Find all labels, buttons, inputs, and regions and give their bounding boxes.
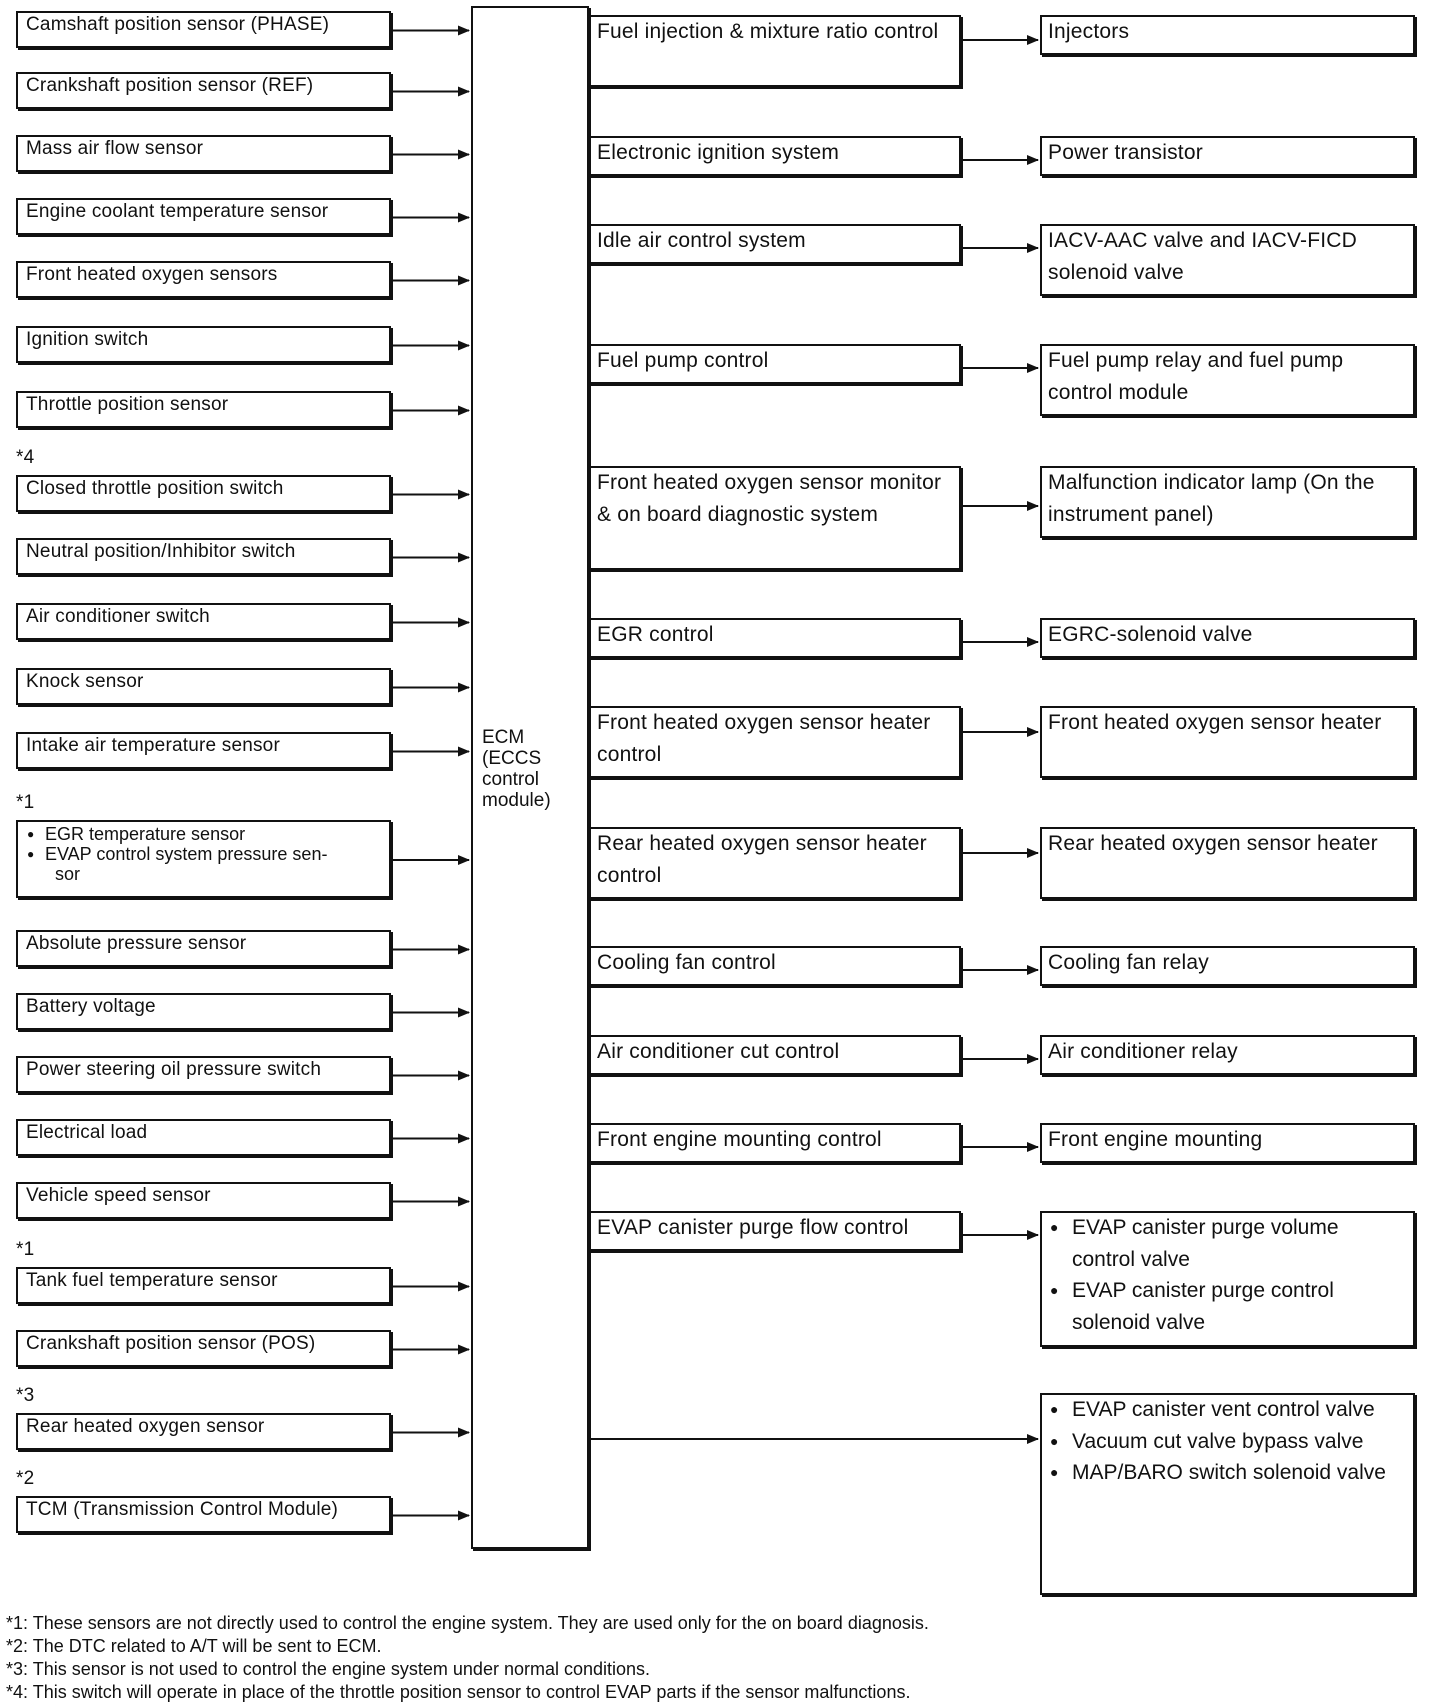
input-label: Battery voltage <box>26 996 156 1017</box>
input-label: Intake air temperature sensor <box>26 735 280 756</box>
footnote: *1: These sensors are not directly used to control the engine system. They are used only for the on board diagnosis. <box>6 1613 929 1633</box>
control-label: Cooling fan control <box>597 951 776 974</box>
input-label: Mass air flow sensor <box>26 138 204 159</box>
footnote-mark: *1 <box>16 792 35 813</box>
output-label: Air conditioner relay <box>1048 1040 1238 1063</box>
footnote: *2: The DTC related to A/T will be sent to ECM. <box>6 1636 382 1656</box>
input-label: Knock sensor <box>26 671 144 692</box>
footnote-mark: *1 <box>16 1239 35 1260</box>
output-label: Front engine mounting <box>1048 1128 1263 1151</box>
input-label: Absolute pressure sensor <box>26 933 247 954</box>
input-label: Neutral position/Inhibitor switch <box>26 541 296 562</box>
input-label: Ignition switch <box>26 329 149 350</box>
output-label: Front heated oxygen sensor heater <box>1048 711 1382 734</box>
bullet-item: ● Vacuum cut valve bypass valve <box>1048 1426 1403 1458</box>
bullet-list <box>1048 1394 1403 1489</box>
output-label: Injectors <box>1048 20 1130 43</box>
control-label: Fuel pump control <box>597 349 769 372</box>
footnote-mark: *3 <box>16 1385 35 1406</box>
output-label: Malfunction indicator lamp (On the instrument panel) <box>1048 471 1375 526</box>
input-label: Closed throttle position switch <box>26 478 284 499</box>
control-label: EGR control <box>597 623 714 646</box>
input-label: Vehicle speed sensor <box>26 1185 211 1206</box>
bullet-item: sor <box>55 864 81 884</box>
output-label: Power transistor <box>1048 141 1203 164</box>
input-label: Crankshaft position sensor (POS) <box>26 1333 316 1354</box>
bullet-item: ● EVAP canister vent control valve <box>1048 1394 1403 1426</box>
input-label: Tank fuel temperature sensor <box>26 1270 278 1291</box>
input-label: Camshaft position sensor (PHASE) <box>26 14 330 35</box>
output-label: Fuel pump relay and fuel pump control module <box>1048 349 1344 404</box>
control-label: Electronic ignition system <box>597 141 840 164</box>
control-label: Front heated oxygen sensor heater control <box>597 711 931 766</box>
bullet-list <box>25 824 380 884</box>
footnote: *4: This switch will operate in place of the throttle position sensor to control EVAP parts if the sensor malfunctions. <box>6 1682 911 1702</box>
control-label: Front engine mounting control <box>597 1128 882 1151</box>
control-label: Fuel injection & mixture ratio control <box>597 20 939 43</box>
output-label: Rear heated oxygen sensor heater <box>1048 832 1378 855</box>
input-label: Power steering oil pressure switch <box>26 1059 322 1080</box>
input-label: Rear heated oxygen sensor <box>26 1416 265 1437</box>
control-label: Rear heated oxygen sensor heater control <box>597 832 927 887</box>
input-label: Air conditioner switch <box>26 606 210 627</box>
output-label: Cooling fan relay <box>1048 951 1209 974</box>
output-label: EGRC-solenoid valve <box>1048 623 1253 646</box>
bullet-item: ● EVAP canister purge control solenoid valve <box>1048 1275 1403 1338</box>
control-label: EVAP canister purge flow control <box>597 1216 909 1239</box>
footnote: *3: This sensor is not used to control the engine system under normal conditions. <box>6 1659 651 1679</box>
input-label: TCM (Transmission Control Module) <box>26 1499 339 1520</box>
input-label: Crankshaft position sensor (REF) <box>26 75 314 96</box>
bullet-item: ● EGR temperature sensor <box>25 824 380 844</box>
bullet-item: ● EVAP canister purge volume control valve <box>1048 1212 1403 1275</box>
input-label: Engine coolant temperature sensor <box>26 201 329 222</box>
input-label: Electrical load <box>26 1122 148 1143</box>
footnote-mark: *4 <box>16 447 35 468</box>
footnote-mark: *2 <box>16 1468 35 1489</box>
control-label: Idle air control system <box>597 229 806 252</box>
input-label: Throttle position sensor <box>26 394 229 415</box>
bullet-item: ● EVAP control system pressure sen- <box>25 844 380 864</box>
control-label: Front heated oxygen sensor monitor & on board diagnostic system <box>597 471 942 526</box>
bullet-list <box>1048 1212 1403 1338</box>
ecm-label: ECM (ECCS control module) <box>482 727 551 811</box>
bullet-item: ● MAP/BARO switch solenoid valve <box>1048 1457 1403 1489</box>
input-label: Front heated oxygen sensors <box>26 264 278 285</box>
footnotes <box>6 1612 929 1704</box>
output-label: IACV-AAC valve and IACV-FICD solenoid valve <box>1048 229 1358 284</box>
control-label: Air conditioner cut control <box>597 1040 840 1063</box>
